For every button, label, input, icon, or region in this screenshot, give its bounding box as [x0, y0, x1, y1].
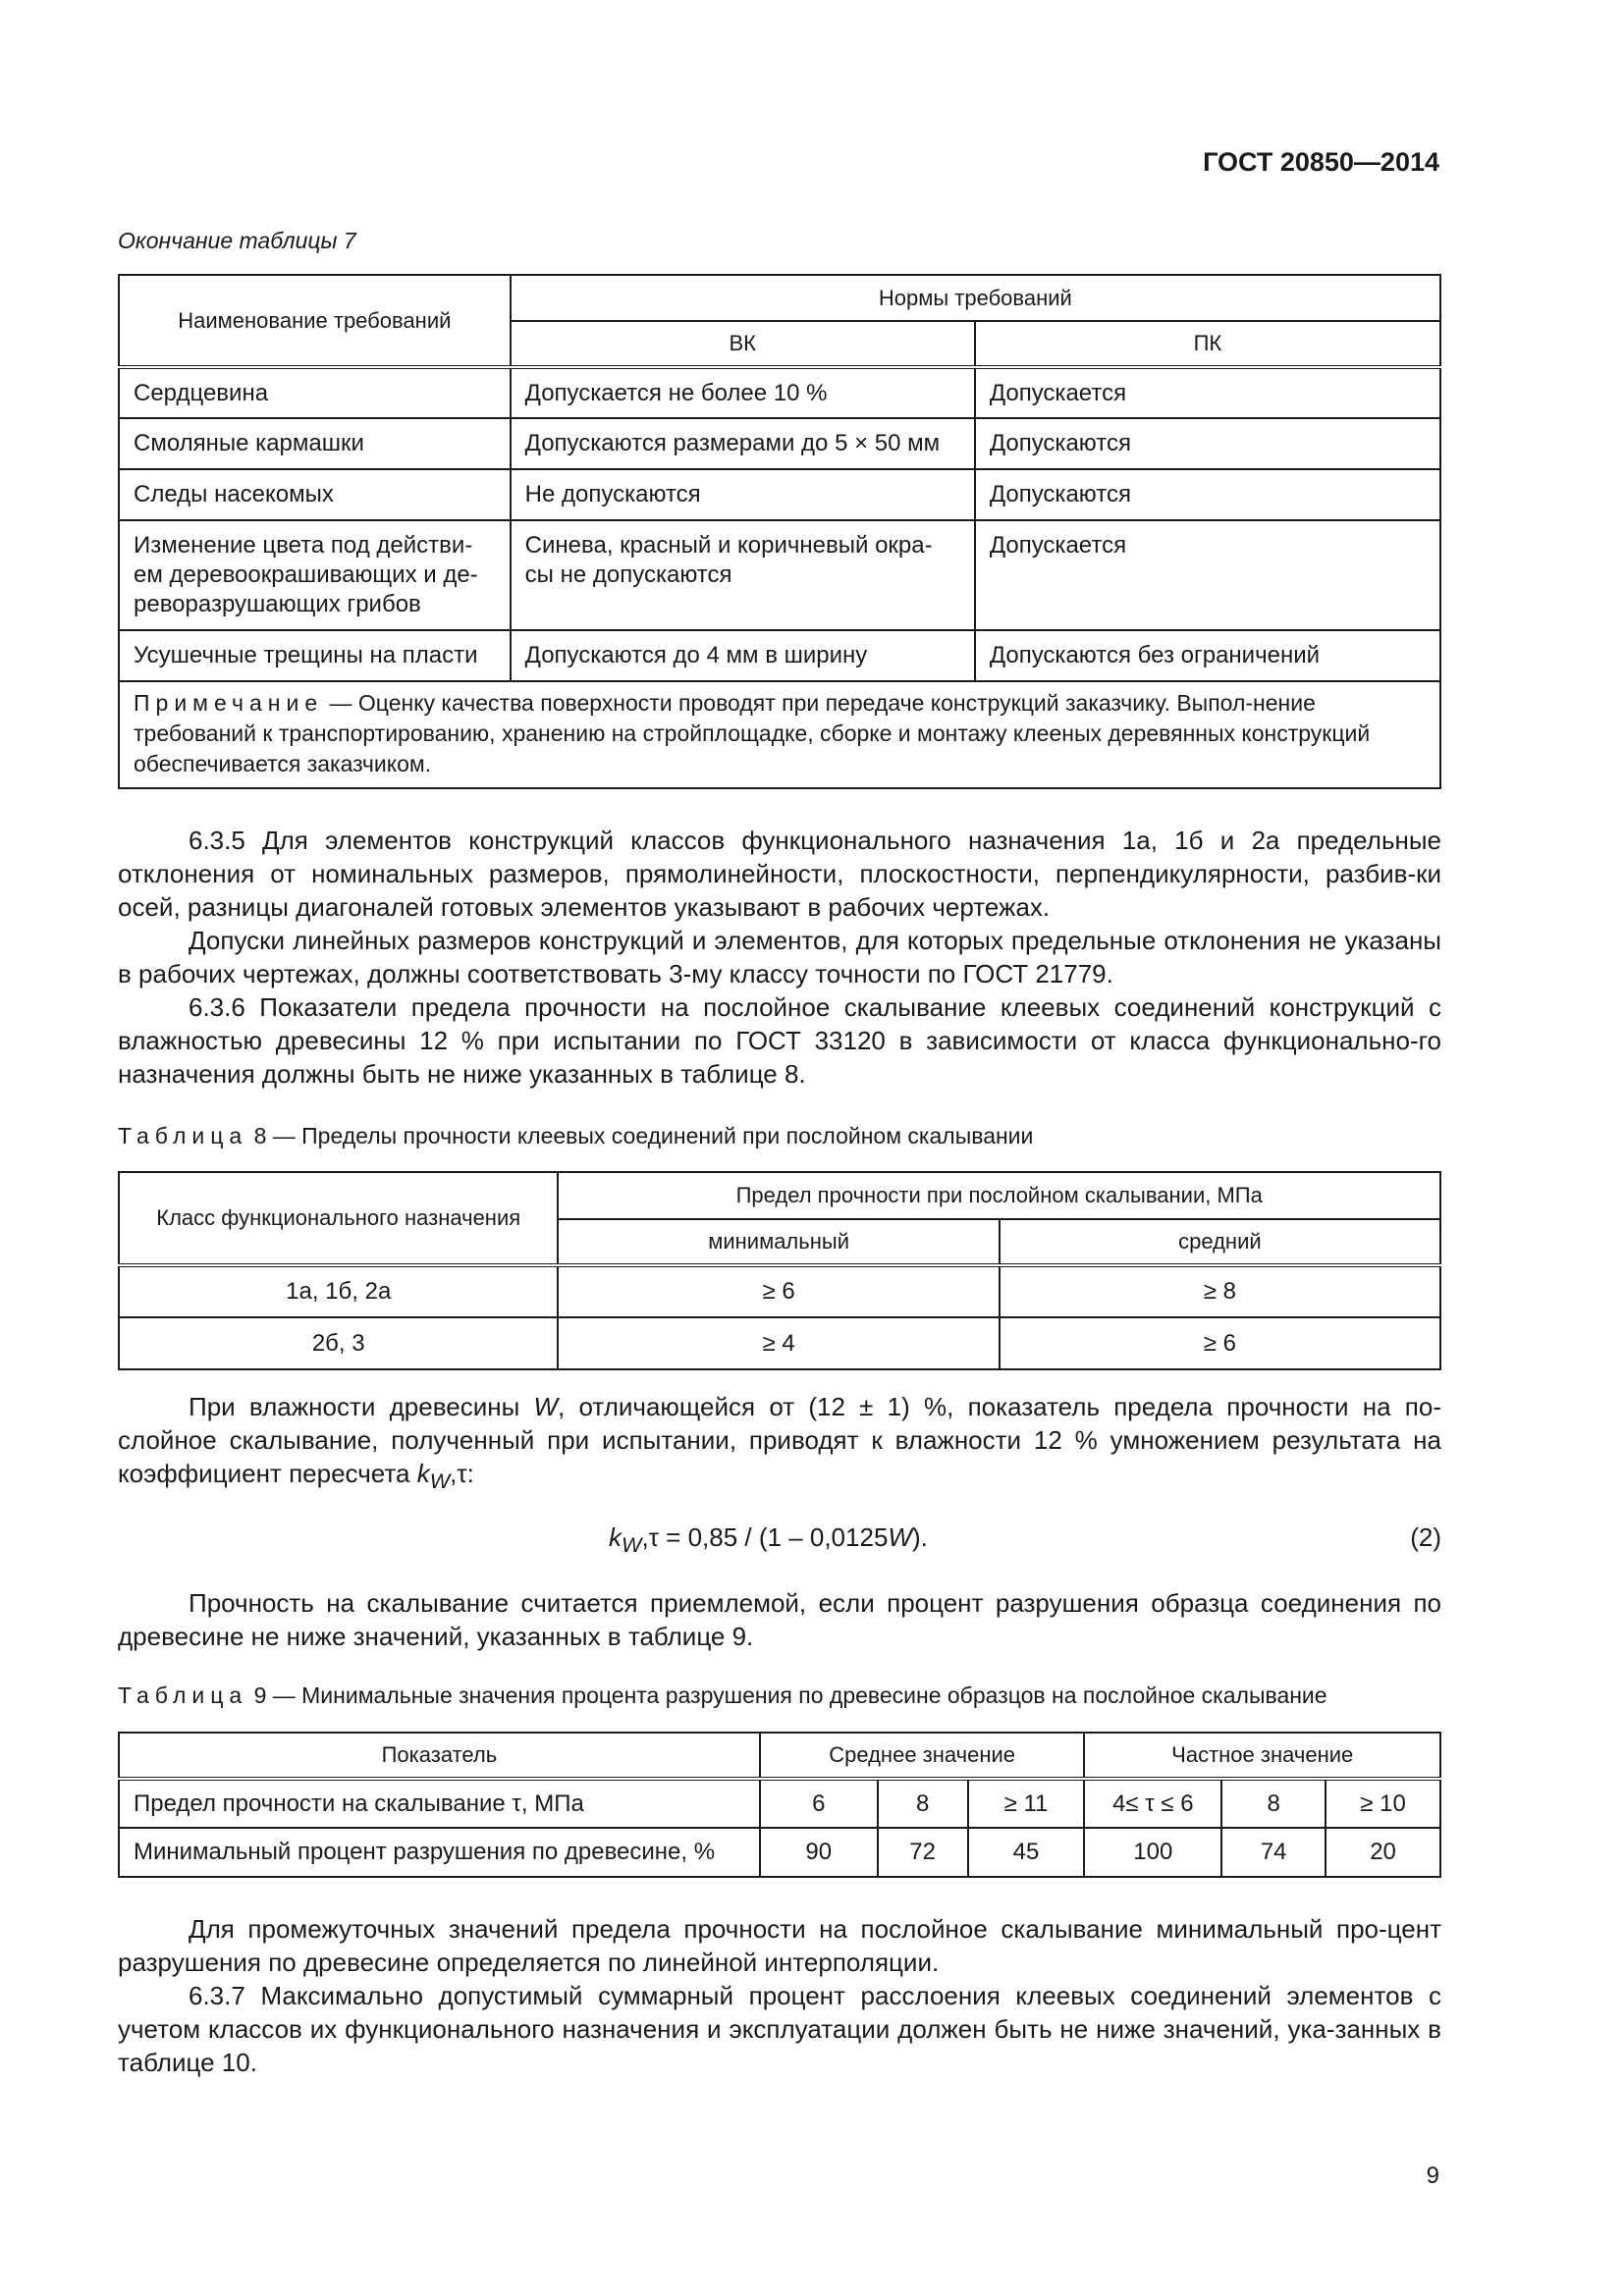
- table-cell: Предел прочности на скалывание τ, МПа: [119, 1779, 760, 1828]
- table-cell: Допускаются без ограничений: [975, 630, 1440, 681]
- table-cell: Не допускаются: [511, 469, 975, 520]
- section-6-3-7-text: [118, 1912, 1441, 2079]
- page-number: 9: [1426, 2163, 1439, 2189]
- table-cell: ≥ 8: [1000, 1265, 1440, 1317]
- moisture-k-tail: ,τ:: [450, 1459, 474, 1488]
- document-standard-number: ГОСТ 20850—2014: [1203, 147, 1439, 177]
- moisture-w-symbol: W: [533, 1392, 559, 1421]
- table-cell: 8: [878, 1779, 968, 1828]
- table-row: [119, 630, 1440, 681]
- table9-caption: [118, 1682, 1327, 1709]
- table9-header-indicator: Показатель: [119, 1733, 760, 1779]
- table7-note-row: [119, 681, 1440, 788]
- table9-caption-text: 9 — Минимальные значения процента разрушения по древесине образцов на послойное скалывание: [247, 1682, 1327, 1708]
- table7-caption: Окончание таблицы 7: [118, 228, 356, 253]
- table-cell: Допускается: [975, 367, 1440, 418]
- table-cell: Минимальный процент разрушения по древесине, %: [119, 1828, 760, 1877]
- table9-header-avg: Среднее значение: [760, 1733, 1085, 1779]
- paragraph: [118, 1390, 1441, 1498]
- table-cell: 74: [1221, 1828, 1326, 1877]
- table9: [118, 1732, 1441, 1878]
- table-cell: Усушечные трещины на пласти: [119, 630, 511, 681]
- table-row: [119, 1317, 1440, 1369]
- table8-header-class: Класс функционального назначения: [119, 1172, 558, 1265]
- table-cell: ≥ 6: [1000, 1317, 1440, 1369]
- table-row: [119, 469, 1440, 520]
- table-row: [119, 367, 1440, 418]
- table-row: [119, 1828, 1440, 1877]
- section-6-3-5-text: [118, 824, 1441, 1091]
- formula-w: W: [888, 1522, 912, 1552]
- table-cell: Смоляные кармашки: [119, 418, 511, 469]
- paragraph: Прочность на скалывание считается приемлемой, если процент разрушения образца соединения по древесине не ниже значений, указанных в таблице 9.: [118, 1588, 1441, 1651]
- table-cell: 72: [878, 1828, 968, 1877]
- moisture-k-subscript: W: [429, 1468, 451, 1494]
- table-cell: ≥ 4: [558, 1317, 999, 1369]
- moisture-text-1: При влажности древесины: [189, 1392, 534, 1421]
- table-cell: 1а, 1б, 2а: [119, 1265, 558, 1317]
- formula-k-subscript: W: [622, 1532, 642, 1558]
- table-cell: ≥ 6: [558, 1265, 999, 1317]
- table7-header-pk: ПК: [975, 321, 1440, 367]
- table-cell: ≥ 11: [968, 1779, 1085, 1828]
- table8: [118, 1171, 1441, 1370]
- table7-header-norms: Нормы требований: [511, 275, 1440, 321]
- table7-header-name: Наименование требований: [119, 275, 511, 367]
- table-cell: ≥ 10: [1326, 1779, 1440, 1828]
- table-cell: Синева, красный и коричневый окра-сы не допускаются: [511, 520, 975, 630]
- table-cell: 90: [760, 1828, 878, 1877]
- table-row: [119, 418, 1440, 469]
- moisture-k-symbol: k: [416, 1459, 430, 1488]
- table-cell: Сердцевина: [119, 367, 511, 418]
- formula-end: ).: [911, 1522, 928, 1552]
- strength-paragraph: [118, 1586, 1441, 1653]
- table-cell: Допускаются: [975, 469, 1440, 520]
- paragraph: 6.3.7 Максимально допустимый суммарный процент расслоения клеевых соединений элементов с учетом классов их функционального назначения и эксплуатации должен быть не ниже значений, ука-занных в таблице 10.: [118, 1981, 1441, 2077]
- table-cell: Допускаются: [975, 418, 1440, 469]
- table8-caption: [118, 1123, 1033, 1149]
- moisture-paragraph: [118, 1390, 1441, 1498]
- table8-header-limit: Предел прочности при послойном скалывании, МПа: [558, 1172, 1440, 1219]
- table-cell: 4≤ τ ≤ 6: [1084, 1779, 1221, 1828]
- table8-header-avg: средний: [1000, 1219, 1440, 1265]
- paragraph: Допуски линейных размеров конструкций и элементов, для которых предельные отклонения не указаны в рабочих чертежах, должны соответствовать 3-му классу точности по ГОСТ 21779.: [118, 926, 1441, 988]
- table8-caption-text: 8 — Пределы прочности клеевых соединений при послойном скалывании: [247, 1123, 1034, 1148]
- table7-header-vk: ВК: [511, 321, 975, 367]
- table-cell: 2б, 3: [119, 1317, 558, 1369]
- table7: [118, 274, 1441, 789]
- paragraph: 6.3.5 Для элементов конструкций классов функционального назначения 1а, 1б и 2а предельные отклонения от номинальных размеров, прямолинейности, плоскостности, перпендикулярности, разбив-ки осей, разницы диагоналей готовых элементов указывают в рабочих чертежах.: [118, 826, 1441, 922]
- table-cell: Следы насекомых: [119, 469, 511, 520]
- table-cell: Допускаются размерами до 5 × 50 мм: [511, 418, 975, 469]
- table9-header-partial: Частное значение: [1084, 1733, 1440, 1779]
- table-row: [119, 1779, 1440, 1828]
- table-cell: 100: [1084, 1828, 1221, 1877]
- table8-caption-label: Таблица: [118, 1123, 248, 1148]
- paragraph: 6.3.6 Показатели предела прочности на послойное скалывание клеевых соединений конструкций с влажностью древесины 12 % при испытании по ГОСТ 33120 в зависимости от класса функционально-го назначения должны быть не ниже указанных в таблице 8.: [118, 992, 1441, 1089]
- table-row: [119, 520, 1440, 630]
- table7-note-label: Примечание: [134, 690, 324, 716]
- table7-note-text: — Оценку качества поверхности проводят при передаче конструкций заказчику. Выпол-нение требований к транспортированию, хранению на стройплощадке, сборке и монтажу клееных деревянных конструкций обеспечивается заказчиком.: [134, 690, 1371, 776]
- table-cell: Допускается: [975, 520, 1440, 630]
- table-cell: 6: [760, 1779, 878, 1828]
- table-cell: Допускаются до 4 мм в ширину: [511, 630, 975, 681]
- formula-middle: ,τ = 0,85 / (1 – 0,0125: [641, 1522, 889, 1552]
- table-cell: 45: [968, 1828, 1085, 1877]
- table8-header-min: минимальный: [558, 1219, 999, 1265]
- table-cell: 20: [1326, 1828, 1440, 1877]
- table-cell: 8: [1221, 1779, 1326, 1828]
- formula-number: (2): [1410, 1522, 1441, 1552]
- formula-expression: [609, 1522, 928, 1558]
- formula-2: [118, 1522, 1441, 1558]
- table9-caption-label: Таблица: [118, 1682, 248, 1708]
- formula-k: k: [609, 1522, 622, 1552]
- paragraph: Для промежуточных значений предела прочности на послойное скалывание минимальный про-цент разрушения по древесине определяется по линейной интерполяции.: [118, 1914, 1441, 1977]
- moisture-text-2: , отличающейся от (12 ± 1) %, показатель предела прочности на по-слойное скалывание, полученный при испытании, приводят к влажности 12 % умножением результата на коэффициент пересчета: [118, 1392, 1441, 1488]
- table-row: [119, 1265, 1440, 1317]
- table-cell: Допускается не более 10 %: [511, 367, 975, 418]
- table-cell: Изменение цвета под действи-ем деревоокрашивающих и де-реворазрушающих грибов: [119, 520, 511, 630]
- table7-note: [119, 681, 1440, 788]
